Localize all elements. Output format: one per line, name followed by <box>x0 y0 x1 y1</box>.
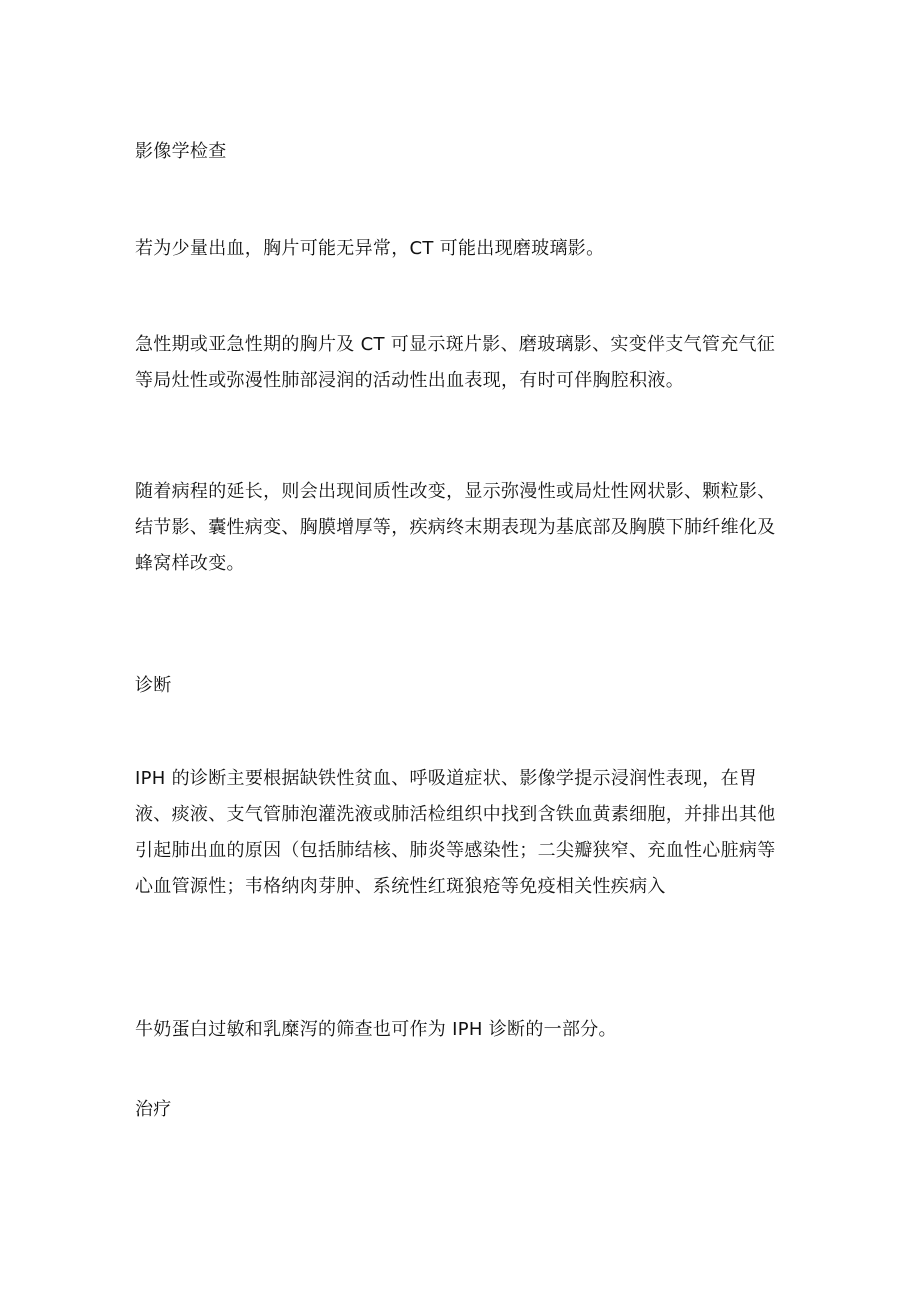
section-heading-treatment: 治疗 <box>135 1099 172 1120</box>
section-heading-imaging: 影像学检查 <box>135 141 227 162</box>
text-line: IPH 的诊断主要根据缺铁性贫血、呼吸道症状、影像学提示浸润性表现，在胃 <box>135 768 758 789</box>
paragraph-diagnosis-2: 牛奶蛋白过敏和乳糜泻的筛查也可作为 IPH 诊断的一部分。 <box>135 1019 617 1040</box>
paragraph-imaging-1: 若为少量出血，胸片可能无异常，CT 可能出现磨玻璃影。 <box>135 238 605 259</box>
paragraph-imaging-3 <box>135 474 795 582</box>
text-line: 心血管源性；韦格纳肉芽肿、系统性红斑狼疮等免疫相关性疾病入 <box>135 876 666 897</box>
text-line: 蜂窝样改变。 <box>135 553 245 574</box>
text-line: 等局灶性或弥漫性肺部浸润的活动性出血表现，有时可伴胸腔积液。 <box>135 370 684 391</box>
section-heading-diagnosis: 诊断 <box>135 675 172 696</box>
paragraph-imaging-2 <box>135 327 795 399</box>
text-line: 液、痰液、支气管肺泡灌洗液或肺活检组织中找到含铁血黄素细胞，并排出其他 <box>135 804 776 825</box>
text-line: 急性期或亚急性期的胸片及 CT 可显示斑片影、磨玻璃影、实变伴支气管充气征 <box>135 334 776 355</box>
text-line: 引起肺出血的原因（包括肺结核、肺炎等感染性；二尖瓣狭窄、充血性心脏病等 <box>135 840 776 861</box>
paragraph-diagnosis-1 <box>135 761 795 905</box>
text-line: 结节影、囊性病变、胸膜增厚等，疾病终末期表现为基底部及胸膜下肺纤维化及 <box>135 517 776 538</box>
text-line: 随着病程的延长，则会出现间质性改变，显示弥漫性或局灶性网状影、颗粒影、 <box>135 481 776 502</box>
